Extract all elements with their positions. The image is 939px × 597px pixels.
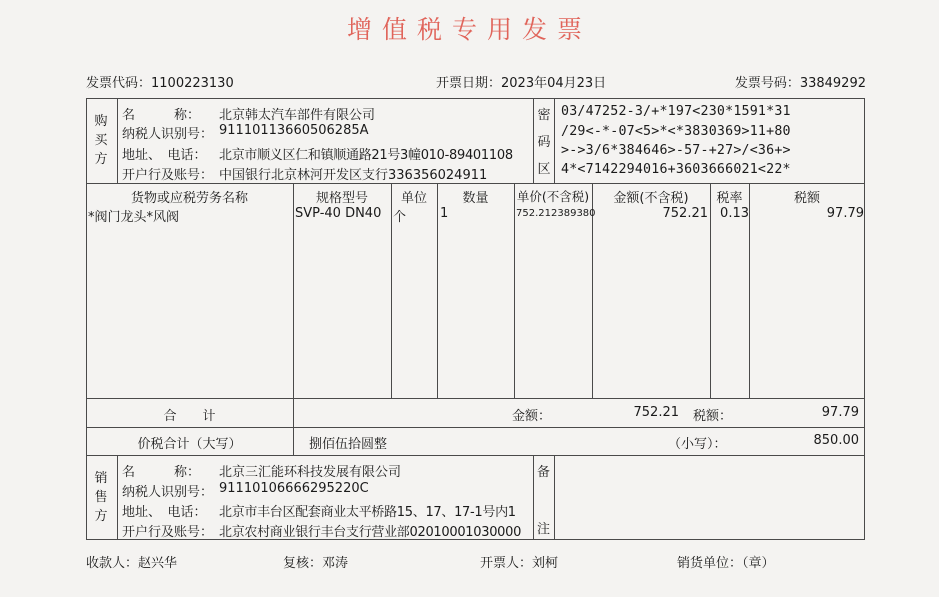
item-tax: 97.79 [826,206,864,221]
remarks-label-char: 注 [537,522,551,537]
seller-bank: 北京农村商业银行丰台支行营业部02010001030000 [219,525,522,540]
divider [293,183,294,398]
item-amount: 752.21 [662,206,708,221]
invoice-title: 增值税专用发票 [346,15,592,44]
buyer-bank-label: 开户行及账号： [122,168,214,183]
buyer-label-char: 购 [94,114,108,129]
invoice-number-value: 33849292 [799,76,866,91]
seller-address-label: 地址、 电话： [122,505,207,520]
drawer-value: 刘柯 [532,556,559,571]
drawer [480,552,558,571]
buyer-bank: 中国银行北京林河开发区支行336356024911 [219,168,488,183]
cipher-label-char: 码 [537,135,551,150]
item-rate: 0.13 [720,206,749,221]
item-qty: 1 [440,206,449,221]
invoice-code-value: 1100223130 [151,76,234,91]
grand-total-label: 价税合计（大写） [137,437,242,452]
seller-address: 北京市丰台区配套商业太平桥路15、17、17-1号内1 [219,505,516,520]
reviewer-label: 复核： [283,556,323,571]
invoice-code [86,72,234,91]
cipher-label-char: 密 [537,108,551,123]
seller-label-char: 方 [94,509,108,524]
cipher-line: >->3/6*384646>-57-+27>/<36+> [561,143,791,158]
buyer-section-label [93,112,109,169]
column-header-rate: 税率 [716,191,743,206]
divider [117,98,118,183]
column-header-price: 单价(不含税) [516,189,590,204]
totals-tax-label: 税额： [693,409,733,424]
buyer-address: 北京市顺义区仁和镇顺通路21号3幢010-89401108 [219,148,513,163]
issue-date [436,72,606,91]
reviewer-value: 邓涛 [322,556,349,571]
divider [554,98,555,183]
buyer-tax-id-label: 纳税人识别号： [122,127,214,142]
issue-date-value: 2023年04月23日 [501,76,607,91]
grand-total-small: 850.00 [813,433,859,448]
seller-tax-id: 91110106666295220C [219,481,369,496]
remarks-label-char: 备 [537,465,551,480]
column-header-item: 货物或应税劳务名称 [130,191,248,206]
cipher-line: 4*<7142294016+3603666021<22* [561,162,791,177]
seller-label-char: 售 [94,490,108,505]
divider [533,98,534,183]
seller-bank-label: 开户行及账号： [122,525,214,540]
invoice-number [735,72,866,91]
totals-tax: 97.79 [821,405,859,420]
drawer-label: 开票人： [480,556,533,571]
divider [437,183,438,398]
item-price: 752.212389380 [516,208,596,219]
seller-name: 北京三汇能环科技发展有限公司 [219,465,402,480]
cipher-line: /29<-*-07<5>*<*3830369>11+80 [561,124,791,139]
seller-name-label: 名 称： [122,465,201,480]
totals-amount: 752.21 [633,405,679,420]
divider [293,398,294,455]
column-header-tax: 税额 [793,191,820,206]
item-unit: 个 [393,210,407,225]
issue-date-label: 开票日期： [436,76,502,91]
divider [117,455,118,540]
buyer-label-char: 方 [94,152,108,167]
item-spec: SVP-40 DN40 [295,206,382,221]
cipher-section-label [536,102,552,183]
buyer-name: 北京韩太汽车部件有限公司 [219,108,376,123]
buyer-address-label: 地址、 电话： [122,148,207,163]
divider [86,455,865,456]
invoice-number-label: 发票号码： [734,76,800,91]
buyer-label-char: 买 [94,133,108,148]
column-header-qty: 数量 [462,191,489,206]
divider [533,455,534,540]
payee-value: 赵兴华 [138,556,178,571]
totals-label: 合 计 [163,409,216,424]
cipher-line: 03/47252-3/+*197<230*1591*31 [561,104,791,119]
seller-label-char: 销 [94,471,108,486]
column-header-amount: 金额(不含税) [613,191,689,206]
divider [514,183,515,398]
seller-section-label [93,469,109,526]
column-header-spec: 规格型号 [315,191,368,206]
item-name: *阀门龙头*风阀 [88,210,180,225]
divider [554,455,555,540]
seller-tax-id-label: 纳税人识别号： [122,485,214,500]
buyer-tax-id: 91110113660506285A [219,123,369,138]
payee [86,552,177,571]
divider [86,427,865,428]
payee-label: 收款人： [86,556,139,571]
grand-total-in-words: 捌佰伍拾圆整 [309,437,388,452]
buyer-name-label: 名 称： [122,108,201,123]
divider [391,183,392,398]
reviewer [283,552,348,571]
invoice-code-label: 发票代码： [86,76,152,91]
grand-total-small-label: （小写）： [668,437,727,452]
seller-unit-label: 销货单位：（章） [677,556,775,571]
cipher-label-char: 区 [537,162,551,177]
divider [86,398,865,399]
column-header-unit: 单位 [400,191,427,206]
totals-amount-label: 金额： [512,409,552,424]
